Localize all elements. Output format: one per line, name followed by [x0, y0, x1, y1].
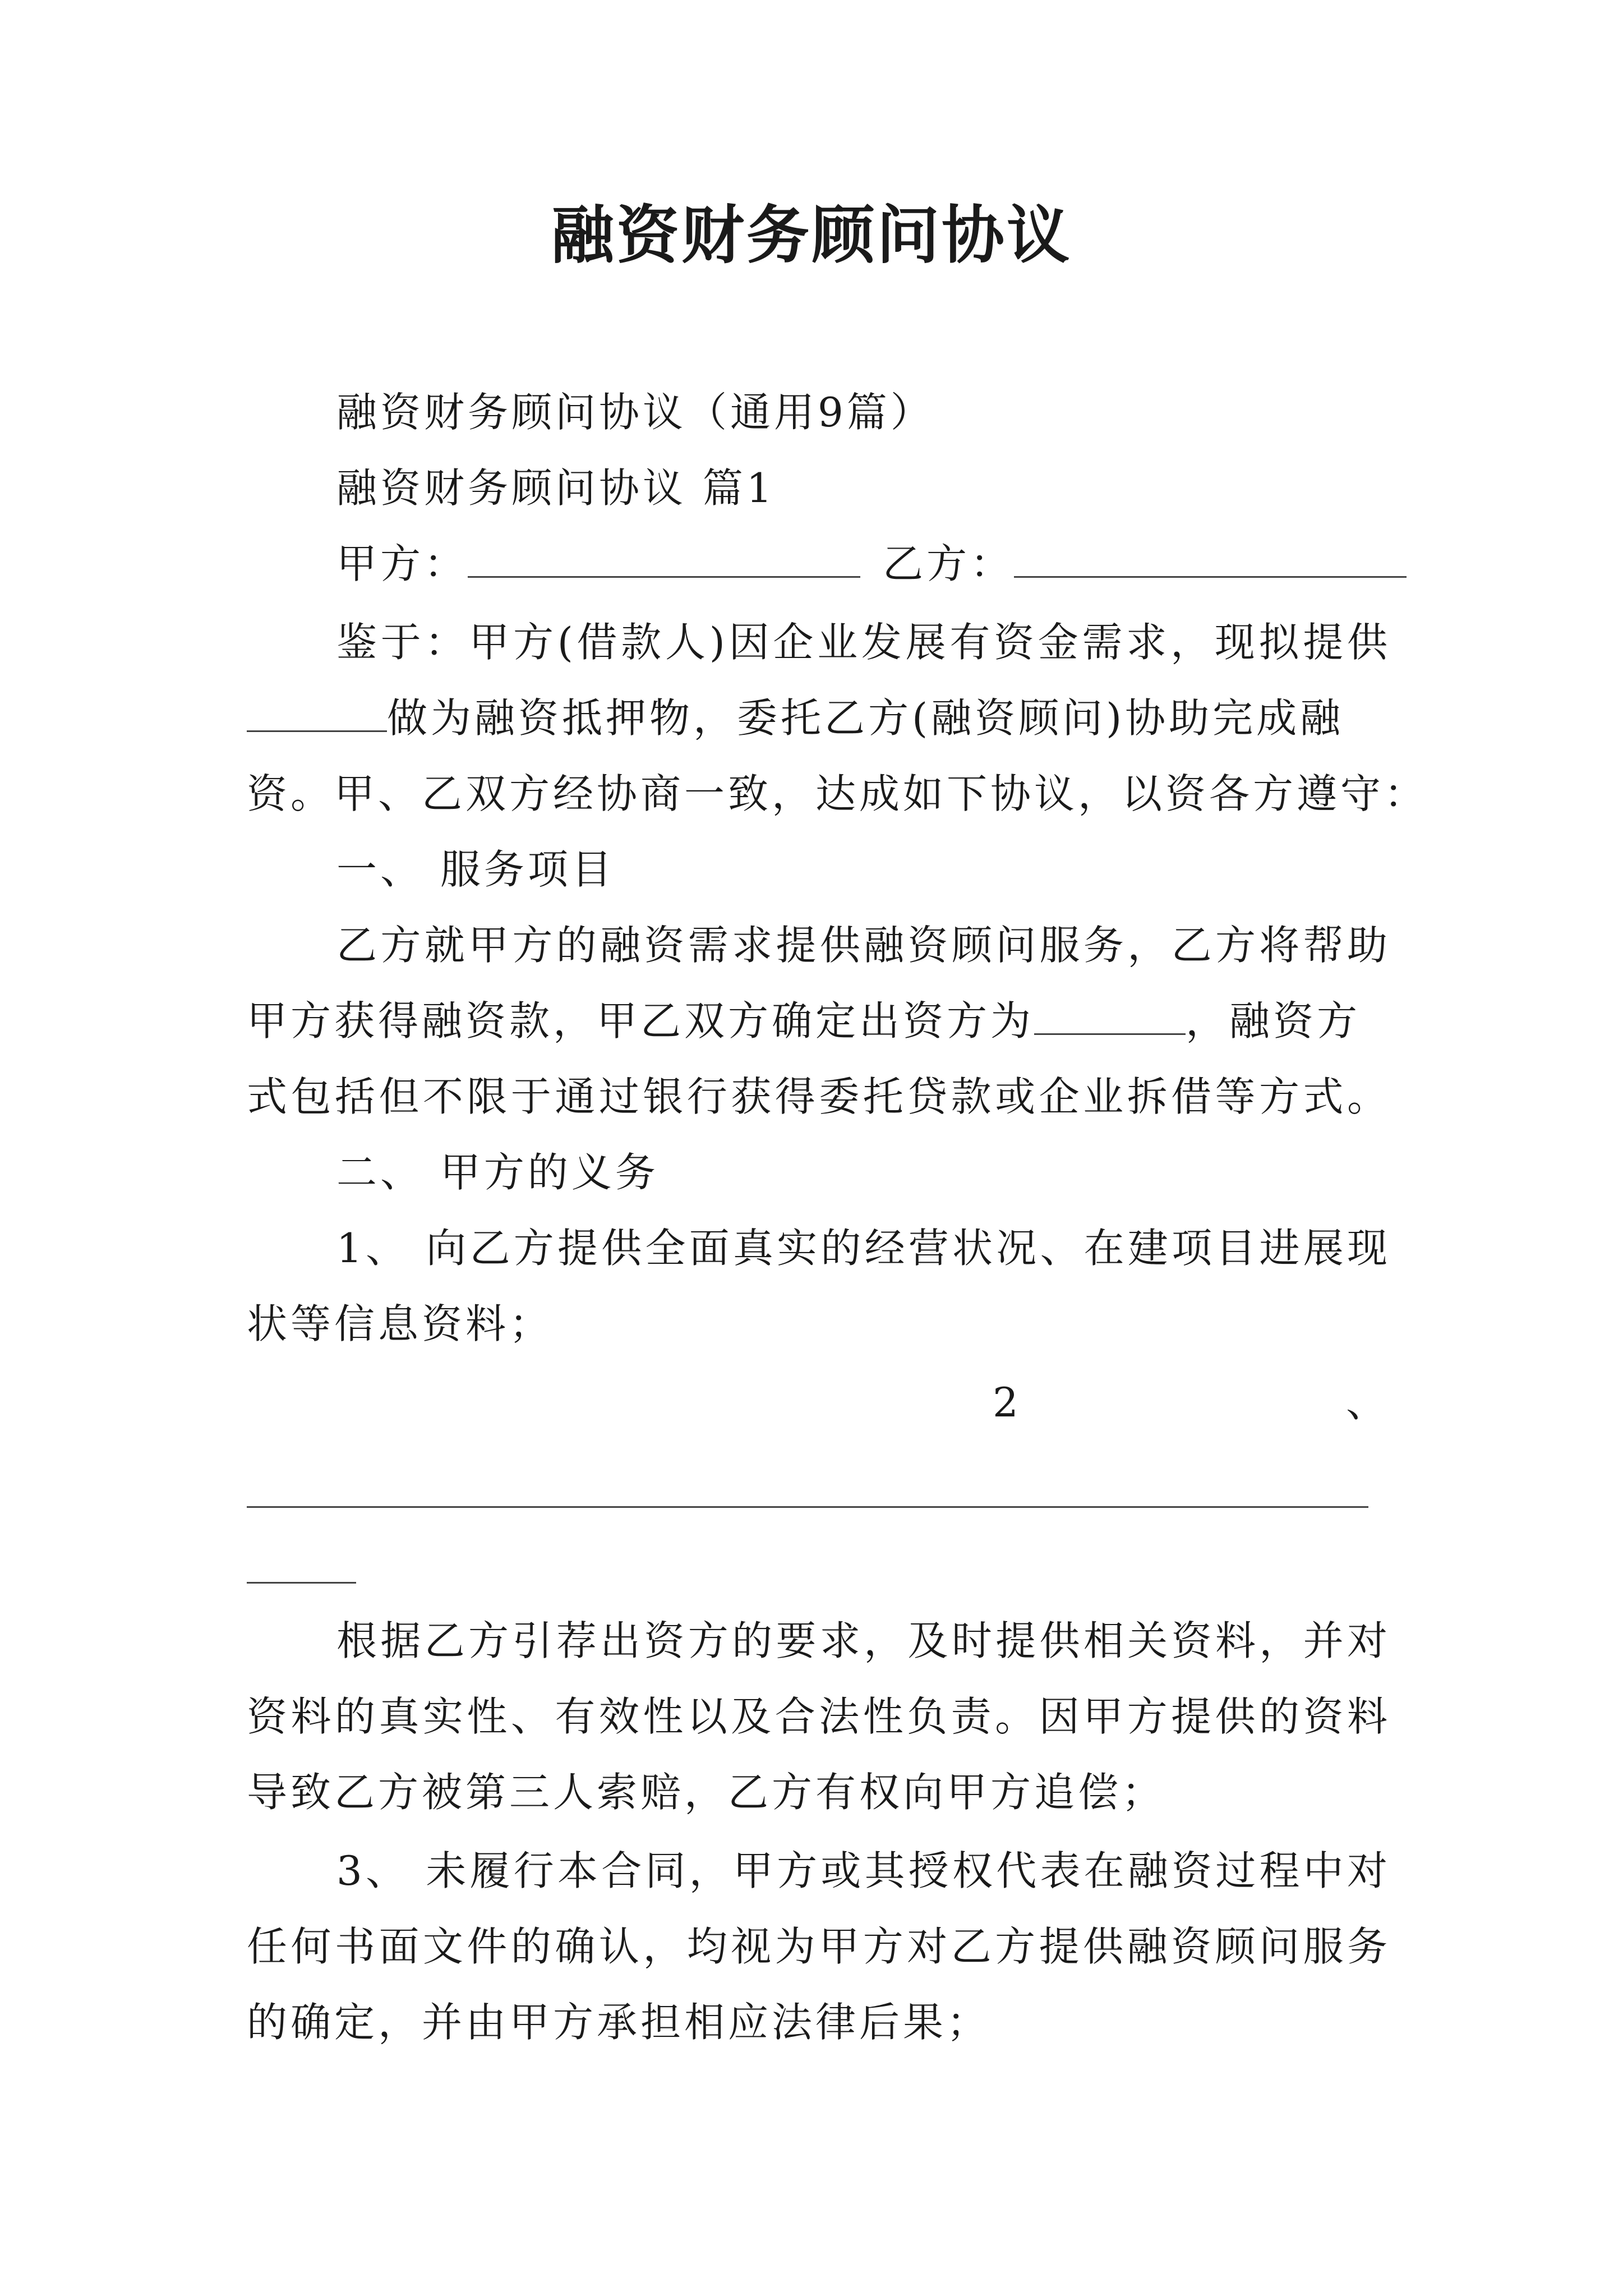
item-2-separator: 、 — [1346, 1379, 1390, 1426]
item-2-line-3: 导致乙方被第三人索赔，乙方有权向甲方追偿； — [247, 1769, 1166, 1816]
document-title: 融资财务顾问协议 — [551, 199, 1072, 272]
item-1-line-2: 状等信息资料； — [247, 1300, 554, 1347]
party-b-label: 乙方： — [883, 540, 1015, 587]
section-1-line-2 — [247, 990, 1391, 1052]
parties-line — [336, 533, 1391, 595]
whereas-line-2 — [247, 687, 1391, 749]
section-1-line-2-post: ，融资方 — [1186, 997, 1361, 1045]
whereas-line-2-text: 做为融资抵押物，委托乙方(融资顾问)协助完成融 — [387, 694, 1344, 742]
section-2-heading: 二、 甲方的义务 — [336, 1149, 659, 1196]
item-3-line-1: 3、 未履行本合同，甲方或其授权代表在融资过程中对 — [336, 1847, 1391, 1894]
item-2-blank-line-2 — [247, 1582, 356, 1584]
section-1-heading: 一、 服务项目 — [336, 846, 615, 893]
item-2-line-2: 资料的真实性、有效性以及合法性负责。因甲方提供的资料 — [247, 1693, 1391, 1740]
whereas-line-3: 资。甲、乙双方经协商一致，达成如下协议，以资各方遵守： — [247, 770, 1428, 817]
section-1-line-3: 式包括但不限于通过银行获得委托贷款或企业拆借等方式。 — [247, 1073, 1391, 1120]
investor-blank — [1034, 1000, 1186, 1035]
item-2-blank-line-1 — [247, 1506, 1368, 1508]
party-b-blank — [1014, 542, 1407, 578]
item-2-line-1: 根据乙方引荐出资方的要求，及时提供相关资料，并对 — [336, 1617, 1391, 1664]
section-1-line-2-pre: 甲方获得融资款，甲乙双方确定出资方为 — [247, 997, 1035, 1045]
collateral-blank — [247, 697, 387, 732]
item-3-line-2: 任何书面文件的确认，均视为甲方对乙方提供融资顾问服务 — [247, 1923, 1391, 1970]
party-a-blank — [468, 542, 860, 578]
item-3-line-3: 的确定，并由甲方承担相应法律后果； — [247, 1999, 991, 2046]
item-2-number: 2 — [993, 1379, 1022, 1426]
document-subtitle: 融资财务顾问协议（通用9篇） — [336, 389, 934, 436]
party-a-label: 甲方： — [336, 540, 468, 587]
section-heading: 融资财务顾问协议 篇1 — [336, 464, 776, 512]
item-1-line-1: 1、 向乙方提供全面真实的经营状况、在建项目进展现 — [336, 1225, 1391, 1272]
section-1-line-1: 乙方就甲方的融资需求提供融资顾问服务，乙方将帮助 — [336, 922, 1391, 969]
whereas-line-1: 鉴于：甲方(借款人)因企业发展有资金需求，现拟提供 — [336, 619, 1391, 666]
